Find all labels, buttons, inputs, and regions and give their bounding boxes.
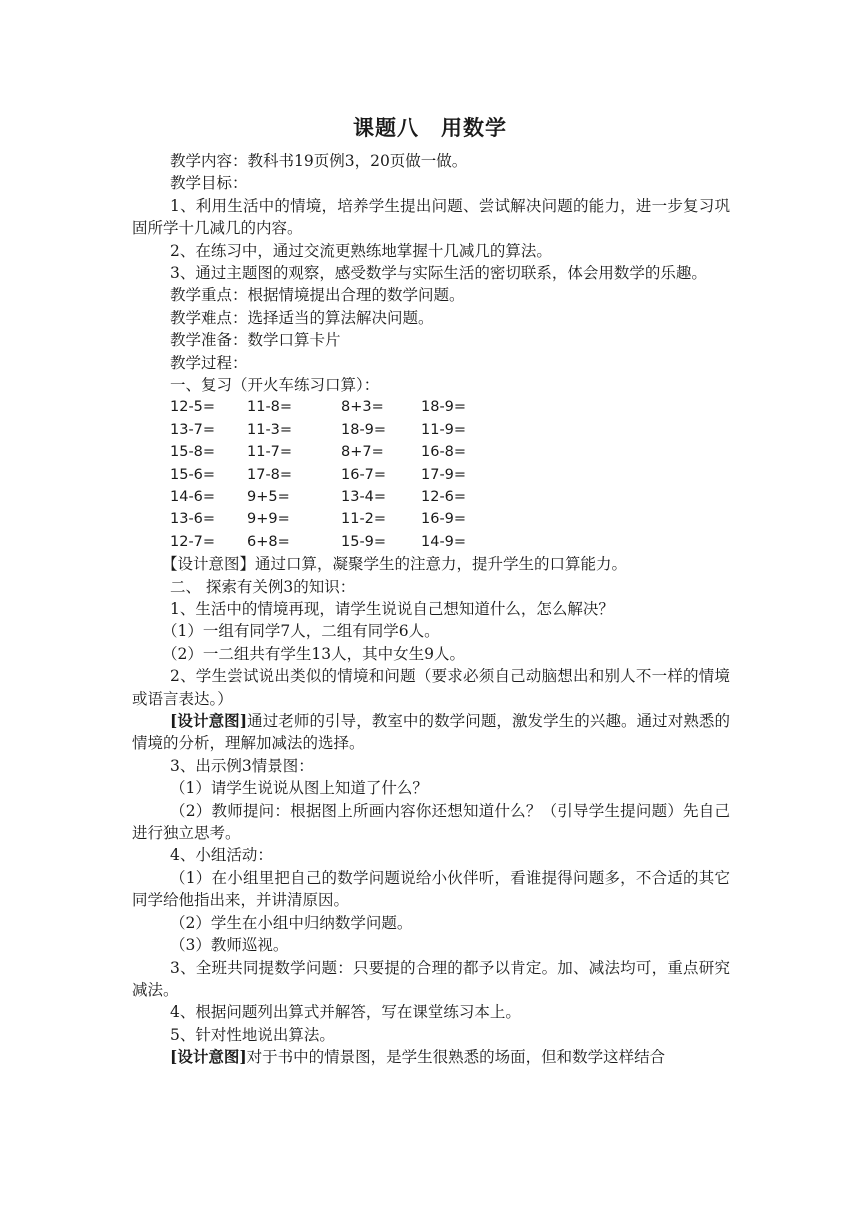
drill-item: 8+3= bbox=[341, 399, 384, 416]
drill-item: 6+8= bbox=[247, 533, 290, 550]
drill-item: 8+7= bbox=[341, 444, 384, 461]
drill-row bbox=[170, 396, 730, 418]
paragraph: 教学重点：根据情境提出合理的数学问题。 bbox=[170, 286, 465, 305]
paragraph-text: （2）一二组共有学生13人，其中女生9人。 bbox=[162, 644, 465, 663]
drill-item: 16-9= bbox=[421, 511, 467, 528]
paragraph-text: （2）学生在小组中归纳数学问题。 bbox=[170, 913, 413, 932]
paragraph bbox=[132, 1046, 730, 1068]
drill-row bbox=[170, 531, 730, 553]
drill-item: 17-8= bbox=[247, 466, 293, 483]
drill-item: 11-7= bbox=[247, 444, 293, 461]
paragraph bbox=[132, 576, 730, 598]
drill-item: 12-6= bbox=[421, 489, 467, 506]
drill-item: 9+5= bbox=[247, 489, 290, 506]
paragraph: 教学准备：数学口算卡片 bbox=[170, 331, 341, 350]
procedure-section bbox=[132, 553, 730, 1068]
paragraph bbox=[132, 620, 730, 642]
drill-item: 17-9= bbox=[421, 466, 467, 483]
paragraph: 一、复习（开火车练习口算）： bbox=[170, 376, 380, 395]
drill-row bbox=[170, 508, 730, 530]
paragraph: 2、在练习中，通过交流更熟练地掌握十几减几的算法。 bbox=[170, 241, 552, 260]
paragraph-text: 5、针对性地说出算法。 bbox=[170, 1025, 335, 1044]
paragraph bbox=[132, 957, 730, 1002]
paragraph-text: （1）请学生说说从图上知道了什么？ bbox=[170, 779, 428, 798]
drill-item: 16-8= bbox=[421, 444, 467, 461]
paragraph-text: （3）教师巡视。 bbox=[170, 936, 289, 955]
paragraph-text: 4、小组活动： bbox=[170, 846, 273, 865]
paragraph bbox=[132, 598, 730, 620]
drill-row bbox=[170, 441, 730, 463]
paragraph bbox=[132, 912, 730, 934]
drill-item: 12-7= bbox=[170, 533, 216, 550]
drill-row bbox=[170, 486, 730, 508]
paragraph bbox=[132, 643, 730, 665]
design-intent-label: [设计意图] bbox=[170, 1047, 247, 1067]
drill-item: 13-4= bbox=[341, 489, 387, 506]
document-title: 课题八 用数学 bbox=[353, 116, 507, 140]
paragraph: 1、利用生活中的情境，培养学生提出问题、尝试解决问题的能力，进一步复习巩固所学十几减几的内容。 bbox=[132, 196, 730, 238]
drill-item: 9+9= bbox=[247, 511, 290, 528]
drill-item: 11-9= bbox=[421, 421, 467, 438]
drill-item: 18-9= bbox=[421, 399, 467, 416]
paragraph-text: 3、全班共同提数学问题：只要提的合理的都予以肯定。加、减法均可，重点研究减法。 bbox=[132, 958, 730, 999]
paragraph: 3、通过主题图的观察，感受数学与实际生活的密切联系，体会用数学的乐趣。 bbox=[170, 264, 707, 283]
paragraph bbox=[132, 755, 730, 777]
drill-item: 11-3= bbox=[247, 421, 293, 438]
paragraph bbox=[132, 1001, 730, 1023]
paragraph: 教学过程： bbox=[170, 353, 248, 372]
drill-row bbox=[170, 419, 730, 441]
paragraph-text: 对于书中的情景图，是学生很熟悉的场面，但和数学这样结合 bbox=[246, 1048, 666, 1067]
drill-item: 15-9= bbox=[341, 533, 387, 550]
paragraph bbox=[132, 553, 730, 575]
paragraph bbox=[132, 800, 730, 845]
oral-arithmetic-drill bbox=[132, 396, 730, 553]
paragraph-text: （1）一组有同学7人，二组有同学6人。 bbox=[162, 622, 440, 641]
paragraph-text: 2、学生尝试说出类似的情境和问题（要求必须自己动脑想出和别人不一样的情境或语言表达。） bbox=[132, 667, 730, 708]
drill-item: 14-9= bbox=[421, 533, 467, 550]
paragraph-text: 通过老师的引导，教室中的数学问题，激发学生的兴趣。通过对熟悉的情境的分析，理解加减法的选择。 bbox=[132, 712, 730, 753]
drill-item: 15-6= bbox=[170, 466, 216, 483]
paragraph-text: 二、 探索有关例3的知识： bbox=[170, 577, 356, 596]
paragraph bbox=[132, 1024, 730, 1046]
paragraph-text: 【设计意图】通过口算，凝聚学生的注意力，提升学生的口算能力。 bbox=[162, 555, 628, 574]
paragraph: 教学难点：选择适当的算法解决问题。 bbox=[170, 308, 434, 327]
paragraph bbox=[132, 867, 730, 912]
paragraph bbox=[132, 710, 730, 755]
paragraph-text: （2）教师提问：根据图上所画内容你还想知道什么？（引导学生提问题）先自己进行独立思考。 bbox=[132, 801, 730, 843]
drill-item: 16-7= bbox=[341, 466, 387, 483]
design-intent-label: [设计意图] bbox=[170, 711, 248, 731]
paragraph: 教学目标： bbox=[170, 174, 248, 193]
drill-item: 13-6= bbox=[170, 511, 216, 528]
drill-item: 11-8= bbox=[247, 399, 293, 416]
drill-item: 11-2= bbox=[341, 511, 387, 528]
intro-section bbox=[132, 150, 730, 396]
drill-item: 18-9= bbox=[341, 421, 387, 438]
drill-item: 13-7= bbox=[170, 421, 216, 438]
paragraph-text: （1）在小组里把自己的数学问题说给小伙伴听，看谁提得问题多，不合适的其它同学给他指出来，并讲清原因。 bbox=[132, 868, 730, 910]
drill-row bbox=[170, 464, 730, 486]
paragraph-text: 1、生活中的情境再现，请学生说说自己想知道什么，怎么解决？ bbox=[170, 600, 614, 619]
drill-item: 12-5= bbox=[170, 399, 216, 416]
drill-item: 15-8= bbox=[170, 444, 216, 461]
document-body bbox=[132, 150, 730, 1069]
paragraph bbox=[132, 777, 730, 799]
paragraph bbox=[132, 665, 730, 710]
drill-item: 14-6= bbox=[170, 489, 216, 506]
paragraph bbox=[132, 844, 730, 866]
paragraph-text: 3、出示例3情景图： bbox=[170, 756, 314, 775]
paragraph bbox=[132, 934, 730, 956]
paragraph: 教学内容：教科书19页例3，20页做一做。 bbox=[170, 152, 468, 170]
paragraph-text: 4、根据问题列出算式并解答，写在课堂练习本上。 bbox=[170, 1003, 521, 1022]
